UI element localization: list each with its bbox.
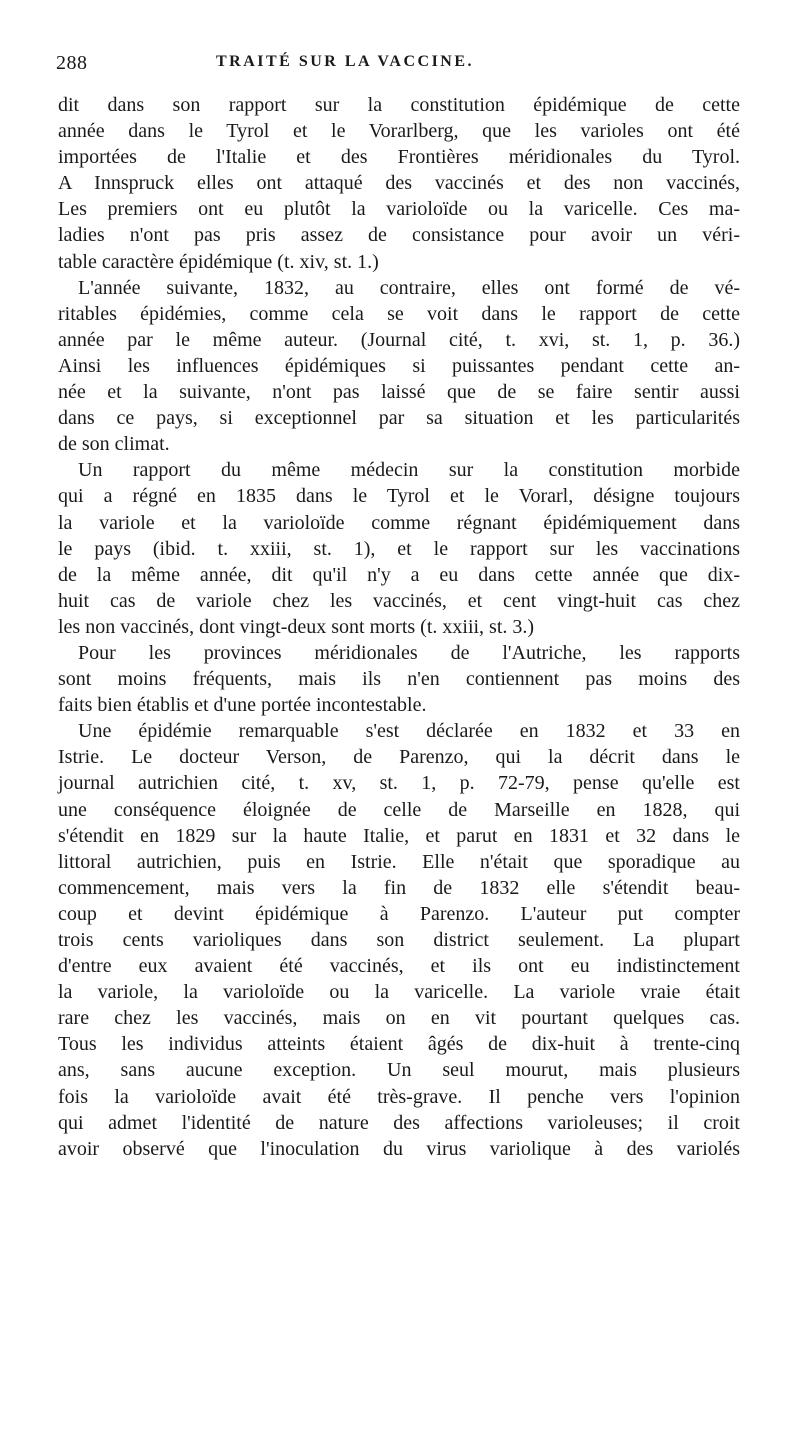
text-line: fois la varioloïde avait été très-grave. Il penche vers l'opinion	[58, 1085, 740, 1108]
text-line: importées de l'Italie et des Frontières méridionales du Tyrol.	[58, 146, 740, 169]
text-line: Ainsi les influences épidémiques si puissantes pendant cette an-	[58, 354, 740, 377]
text-line: sont moins fréquents, mais ils n'en contiennent pas moins des	[58, 668, 740, 691]
text-line: Istrie. Le docteur Verson, de Parenzo, qui la décrit dans le	[58, 746, 740, 769]
text-line: ans, sans aucune exception. Un seul mourut, mais plusieurs	[58, 1059, 740, 1082]
text-line: L'année suivante, 1832, au contraire, elles ont formé de vé-	[78, 276, 740, 299]
text-line: commencement, mais vers la fin de 1832 elle s'étendit beau-	[58, 876, 740, 899]
text-line: née et la suivante, n'ont pas laissé que de se faire sentir aussi	[58, 381, 740, 404]
body-text	[58, 92, 740, 1162]
text-line: Un rapport du même médecin sur la constitution morbide	[78, 459, 740, 482]
text-line: A Innspruck elles ont attaqué des vaccinés et des non vaccinés,	[58, 172, 740, 195]
text-line: les non vaccinés, dont vingt-deux sont morts (t. xxiii, st. 3.)	[58, 615, 535, 638]
text-line: le pays (ibid. t. xxiii, st. 1), et le rapport sur les vaccinations	[58, 537, 740, 560]
text-line: de la même année, dit qu'il n'y a eu dans cette année que dix-	[58, 563, 740, 586]
text-line: dit dans son rapport sur la constitution épidémique de cette	[58, 94, 740, 116]
text-line: Tous les individus atteints étaient âgés de dix-huit à trente-cinq	[58, 1033, 740, 1056]
text-line: Une épidémie remarquable s'est déclarée en 1832 et 33 en	[78, 720, 740, 743]
text-line: Les premiers ont eu plutôt la varioloïde ou la varicelle. Ces ma-	[58, 198, 740, 221]
text-line: année dans le Tyrol et le Vorarlberg, que les varioles ont été	[58, 120, 740, 143]
text-line: littoral autrichien, puis en Istrie. Elle n'était que sporadique au	[58, 850, 740, 873]
text-line: de son climat.	[58, 433, 170, 456]
page-number: 288	[56, 52, 88, 74]
text-line: qui admet l'identité de nature des affections varioleuses; il croit	[58, 1111, 740, 1134]
text-line: dans ce pays, si exceptionnel par sa situation et les particularités	[58, 407, 740, 430]
text-line: qui a régné en 1835 dans le Tyrol et le Vorarl, désigne toujours	[58, 485, 740, 508]
text-line: avoir observé que l'inoculation du virus variolique à des variolés	[58, 1137, 740, 1160]
text-line: une conséquence éloignée de celle de Marseille en 1828, qui	[58, 798, 740, 821]
text-line: la variole, la varioloïde ou la varicelle. La variole vraie était	[58, 981, 740, 1004]
text-line: d'entre eux avaient été vaccinés, et ils ont eu indistinctement	[58, 955, 740, 978]
text-line: s'étendit en 1829 sur la haute Italie, et parut en 1831 et 32 dans le	[58, 824, 740, 847]
page-header	[56, 52, 756, 82]
text-line: table caractère épidémique (t. xiv, st. 1.)	[58, 250, 379, 273]
text-line: journal autrichien cité, t. xv, st. 1, p. 72-79, pense qu'elle est	[58, 772, 740, 795]
text-line: ladies n'ont pas pris assez de consistance pour avoir un véri-	[58, 224, 740, 247]
running-title: TRAITÉ SUR LA VACCINE.	[216, 53, 475, 70]
text-line: ritables épidémies, comme cela se voit dans le rapport de cette	[58, 302, 740, 325]
text-line: faits bien établis et d'une portée incontestable.	[58, 694, 427, 717]
text-line: huit cas de variole chez les vaccinés, et cent vingt-huit cas chez	[58, 589, 740, 612]
text-line: rare chez les vaccinés, mais on en vit pourtant quelques cas.	[58, 1007, 740, 1030]
text-line: année par le même auteur. (Journal cité, t. xvi, st. 1, p. 36.)	[58, 328, 740, 351]
text-line: trois cents varioliques dans son district seulement. La plupart	[58, 929, 740, 951]
text-line: coup et devint épidémique à Parenzo. L'auteur put compter	[58, 902, 740, 925]
text-line: Pour les provinces méridionales de l'Autriche, les rapports	[78, 641, 740, 664]
text-line: la variole et la varioloïde comme régnant épidémiquement dans	[58, 511, 740, 534]
